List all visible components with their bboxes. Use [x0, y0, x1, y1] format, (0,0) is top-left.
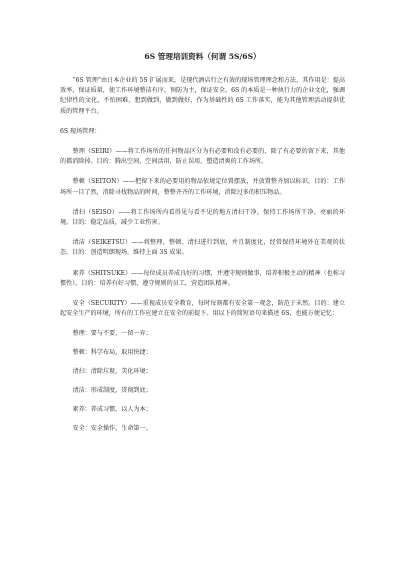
item-seiso: 清扫（SEISO）——将工作场所内看得见与看不见的地方清扫干净，保持工作场所干净、亮丽的环境。目的：稳定品质，减少工业伤害。 — [60, 208, 345, 227]
item-seiketsu: 清洁（SEIKETSU）——将整理、整顿、清扫进行到底，并且制度化，经常保持环境外在美观的状态。目的：创造明朗现场，维持上面 3S 成果。 — [60, 239, 345, 257]
document-page — [60, 52, 345, 443]
tip-seiso: 清扫：清除垃圾，美化环境； — [72, 368, 152, 376]
tip-shitsuke: 素养：养成习惯，以人为本； — [72, 406, 152, 414]
tip-seiton: 整顿：科学布局，取用快捷； — [72, 349, 152, 357]
tip-security: 安全：安全操作，生命第一。 — [72, 424, 152, 432]
document-title: 6S 管理培训资料（何谓 5S/6S） — [144, 52, 261, 61]
item-security: 安全（SECURITY）——重视成员安全教育，每时每刻都有安全第一观念，防范于未然。目的：建立起安全生产的环境，所有的工作应建立在安全的前提下。用以下的简短语句来描述 6S，也能方便记忆： — [60, 300, 345, 318]
tip-seiri: 整理：要与不要，一留一弃； — [72, 330, 152, 338]
tip-seiketsu: 清洁：形成制度，贯彻到底； — [72, 387, 152, 395]
intro-paragraph: “6S 管理”由日本企业的 5S 扩展而来，是现代酒店行之有效的现场管理理念和方法，其作用是：提高效率，保证质量，使工作环境整洁有序，预防为主，保证安全。6S 的本质是一种执行力的企业文化，强调纪律性的文化，不怕困难，想到做到，做到做好，作为基础性的 6S 工作落实，能为其他管理活动提供优质的管理平台。 — [60, 77, 345, 115]
item-shitsuke: 素养（SHITSUKE）——每位成员养成良好的习惯，并遵守规则做事，培养积极主动的精神（也称习惯性）。目的：培养有好习惯、遵守规则的员工，营造团队精神。 — [60, 269, 345, 287]
item-seiton: 整顿（SEITON）——把留下来的必要用的物品依规定位置摆放，并放置整齐加以标识。目的：工作场所一目了然，消除寻找物品的时间，整整齐齐的工作环境，消除过多的积压物品。 — [60, 178, 345, 196]
section-heading: 6S 现场管理： — [60, 127, 101, 135]
item-seiri: 整理（SEIRI）——将工作场所的任何物品区分为有必要和没有必要的，除了有必要的留下来，其他的都消除掉。目的：腾出空间，空间活用，防止误用，塑造清爽的工作场所。 — [60, 148, 345, 166]
mnemonic-list — [60, 329, 345, 434]
